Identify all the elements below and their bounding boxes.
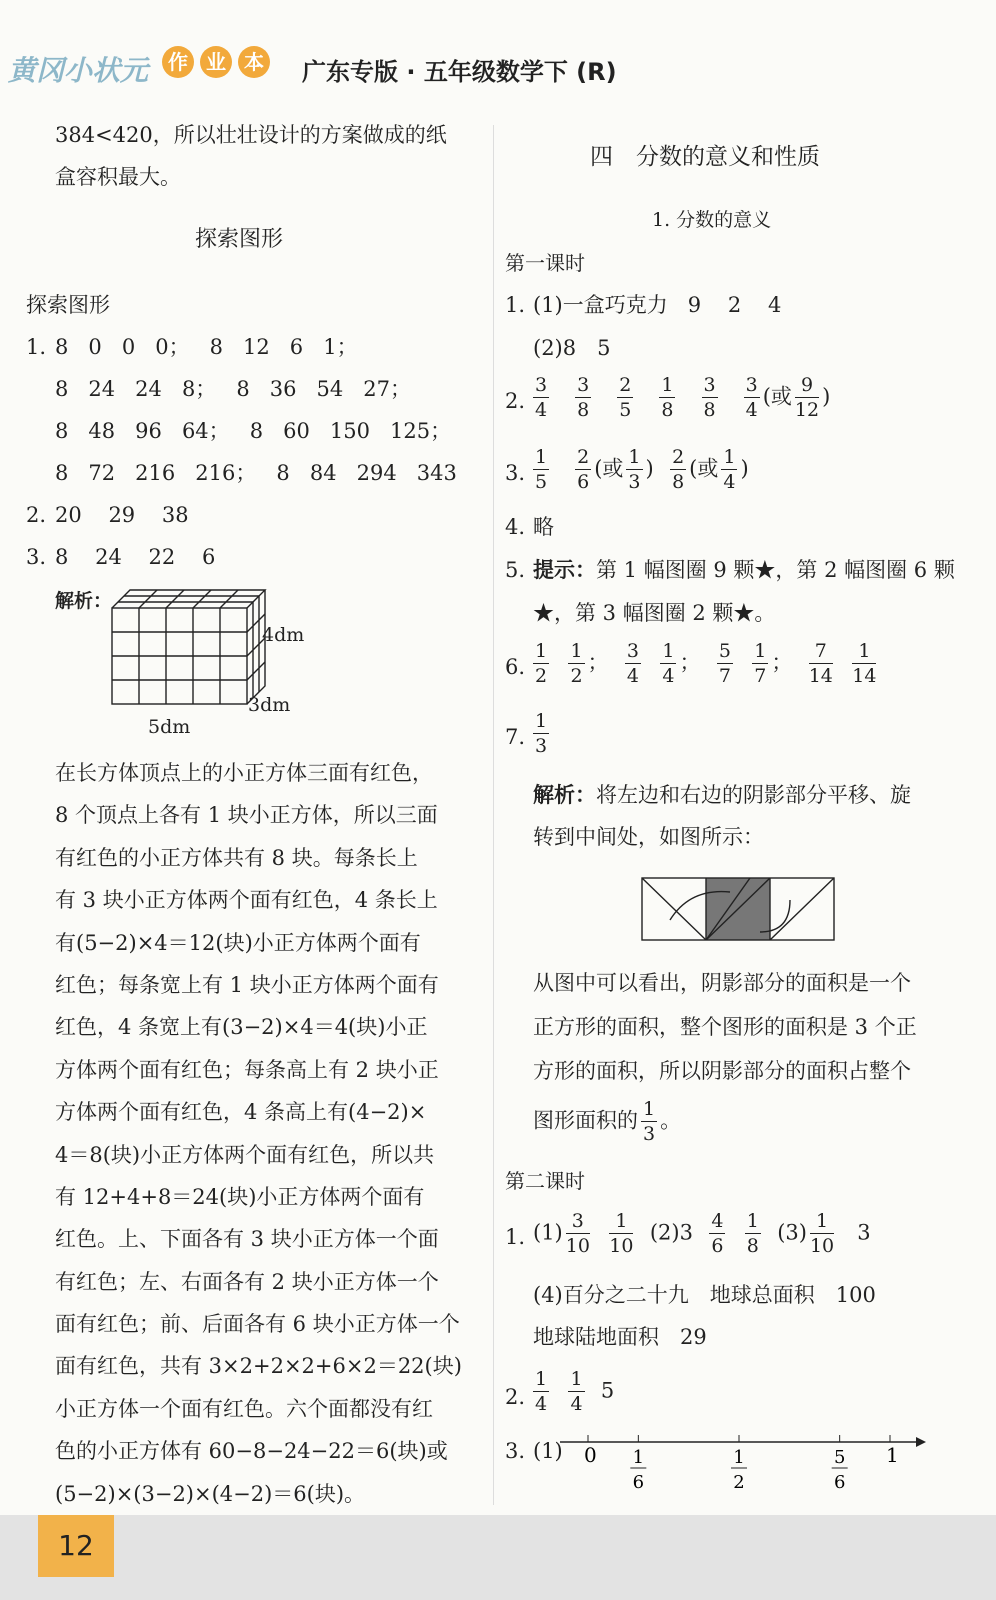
q1-value: 24 <box>88 377 116 401</box>
q1-value: 8 <box>209 335 223 359</box>
alt-text: (或 <box>689 456 719 481</box>
tick-denominator: 6 <box>632 1472 645 1493</box>
r-q6-answer <box>530 642 879 686</box>
q1-value: 8 <box>55 377 69 401</box>
paragraph-line: (5−2)×(3−2)×(4−2)＝6(块)。 <box>55 1481 366 1506</box>
fraction: $\frac{4}{6}$ <box>711 1210 724 1257</box>
r2-q1-line2: (4)百分之二十九 地球总面积 100 <box>533 1283 876 1307</box>
fraction: $\frac{3}{8}$ <box>577 374 590 421</box>
tick-denominator: 2 <box>733 1472 745 1493</box>
fraction: $\frac{3}{4}$ <box>626 640 639 687</box>
paragraph-line: 红色；每条宽上有 1 块小正方体两个面有 <box>55 972 439 997</box>
r-q1-line1 <box>533 290 781 320</box>
fraction: $\frac{1}{4}$ <box>535 1368 548 1415</box>
fraction: $\frac{1}{2}$ <box>535 640 548 687</box>
paragraph-line: 小正方体一个面有红色。六个面都没有红 <box>55 1396 433 1421</box>
conclusion-text: 图形面积的 <box>533 1108 638 1133</box>
q1-value: 8； <box>181 377 217 401</box>
r-q2-answer <box>530 376 830 420</box>
brand-logo <box>4 40 154 98</box>
r-q5-number: 5. <box>505 558 526 582</box>
fraction: $\frac{1}{7}$ <box>754 640 767 687</box>
height-label: 4dm <box>262 624 305 646</box>
page-header-title: 广东专版 · 五年级数学下 (R) <box>302 58 617 86</box>
q2-value: 29 <box>108 503 136 527</box>
fraction: $\frac{1}{4}$ <box>662 640 675 687</box>
q1-value: 24 <box>135 377 162 401</box>
q1-row <box>55 458 457 500</box>
separator: ； <box>771 650 793 675</box>
q2-value: 5 <box>600 1378 615 1403</box>
q1-value: 343 <box>416 461 457 485</box>
fraction: $\frac{2}{8}$ <box>672 446 685 493</box>
column-divider <box>493 125 494 1505</box>
q1-value: 0 <box>88 335 102 359</box>
q1-value: 216； <box>195 461 257 485</box>
fraction: $\frac{1}{2}$ <box>570 640 583 687</box>
arrow-icon <box>916 1437 926 1447</box>
r2-q2-number: 2. <box>505 1385 526 1409</box>
badge-char-1: 作 <box>162 46 194 78</box>
r-analysis-line1 <box>533 780 911 810</box>
alt-text: (或 <box>762 384 792 409</box>
section-title-fraction: 1. 分数的意义 <box>652 209 772 231</box>
r-q1-num: 9 <box>687 293 702 317</box>
part-label: (1) <box>533 1220 563 1245</box>
paragraph-line: 红色，4 条宽上有(3−2)×4＝4(块)小正 <box>55 1015 428 1040</box>
fraction: $\frac{2}{6}$ <box>577 446 590 493</box>
r-q1-text: (1)一盒巧克力 <box>533 293 668 317</box>
q1-value: 72 <box>88 461 116 485</box>
lesson-2-title: 第二课时 <box>505 1169 585 1193</box>
q3-value: 24 <box>95 545 122 569</box>
logo-text: 黄冈小状元 <box>8 54 149 87</box>
q1-value: 294 <box>356 461 397 485</box>
fraction: $\frac{1}{8}$ <box>661 374 674 421</box>
q1-row <box>55 416 457 458</box>
r2-q2-answer <box>530 1370 614 1414</box>
chapter-title: 四 分数的意义和性质 <box>590 144 820 170</box>
q1-value: 216 <box>135 461 176 485</box>
r2-q1-number: 1. <box>505 1225 526 1249</box>
lesson-1-title: 第一课时 <box>505 251 585 275</box>
paragraph-line: 在长方体顶点上的小正方体三面有红色， <box>55 761 433 785</box>
q3-value: 22 <box>148 545 176 569</box>
fraction: $\frac{1}{3}$ <box>643 1098 656 1145</box>
q1-value: 8 <box>55 419 69 443</box>
paragraph-line: 色的小正方体有 60−8−24−22＝6(块)或 <box>55 1439 448 1464</box>
r-q4-number: 4. <box>505 515 526 539</box>
width-label: 3dm <box>248 694 291 716</box>
paragraph-line: 红色。上、下面各有 3 块小正方体一个面 <box>55 1227 439 1252</box>
part-label: (3) <box>777 1220 807 1245</box>
q1-answer-rows <box>55 332 457 500</box>
q1-value: 12 <box>243 335 270 359</box>
zero-label: 0 <box>584 1443 597 1467</box>
fraction: $\frac{1}{3}$ <box>535 710 548 757</box>
fraction: $\frac{3}{10}$ <box>565 1210 590 1257</box>
conclusion-line: 从图中可以看出，阴影部分的面积是一个 <box>533 971 911 995</box>
paragraph-line: 8 个顶点上各有 1 块小正方体，所以三面 <box>55 803 438 828</box>
separator: ； <box>679 650 701 675</box>
subsection-title: 探索图形 <box>26 293 110 317</box>
paragraph-line: 有 3 块小正方体两个面有红色，4 条长上 <box>55 888 438 913</box>
q1-value: 36 <box>269 377 297 401</box>
tick-denominator: 6 <box>833 1472 846 1493</box>
q2-number: 2. <box>26 503 47 527</box>
length-label: 5dm <box>148 716 191 738</box>
r-q5-line2: ★，第 3 幅图圈 2 颗★。 <box>533 601 776 625</box>
r-analysis-line2: 转到中间处，如图所示： <box>533 825 764 849</box>
alt-text: ) <box>645 456 654 481</box>
q1-value: 84 <box>309 461 337 485</box>
q1-value: 150 <box>329 419 370 443</box>
badge-char-3: 本 <box>238 46 270 78</box>
paragraph-line: 方体两个面有红色；每条高上有 2 块小正 <box>55 1057 439 1082</box>
badge-char-2: 业 <box>200 46 232 78</box>
fraction: $\frac{1}{10}$ <box>609 1210 634 1257</box>
fraction: $\frac{1}{8}$ <box>746 1210 759 1257</box>
r-q2-number: 2. <box>505 389 526 413</box>
q3-answer <box>55 542 215 572</box>
tick-numerator: 1 <box>733 1447 745 1468</box>
separator: ； <box>587 650 609 675</box>
fraction: $\frac{3}{4}$ <box>745 374 758 421</box>
r-analysis-text: 将左边和右边的阴影部分平移、旋 <box>596 783 911 807</box>
conclusion-line: 方形的面积，所以阴影部分的面积占整个 <box>533 1059 911 1083</box>
q1-value: 48 <box>88 419 116 443</box>
hint-label: 提示： <box>533 558 596 582</box>
q1-value: 54 <box>316 377 344 401</box>
analysis-label: 解析： <box>55 590 113 612</box>
q1-value: 8 <box>249 419 264 443</box>
fraction: $\frac{3}{8}$ <box>703 374 716 421</box>
part-label: (2)3 <box>649 1220 693 1245</box>
paragraph-line: 面有红色，共有 3×2+2×2+6×2＝22(块) <box>55 1354 462 1379</box>
q2-answer <box>55 500 189 530</box>
hint-text: 第 1 幅图圈 9 颗★，第 2 幅图圈 6 颗 <box>596 558 955 582</box>
q1-value: 0； <box>155 335 190 359</box>
page-number: 12 <box>38 1515 114 1577</box>
fraction: $\frac{3}{4}$ <box>535 374 548 421</box>
intro-line-1: 384<420，所以壮壮设计的方案做成的纸 <box>55 123 447 147</box>
fraction: $\frac{1}{14}$ <box>852 640 877 687</box>
r-q1-line2: (2)8 5 <box>533 336 611 360</box>
paragraph-line: 4＝8(块)小正方体两个面有红色，所以共 <box>55 1142 435 1167</box>
r-conclusion-last-line <box>533 1100 681 1144</box>
q1-value: 8 <box>276 461 290 485</box>
r2-q3-number: 3. <box>505 1439 526 1463</box>
paragraph-line: 有红色的小正方体共有 8 块。每条长上 <box>55 845 418 870</box>
tick-numerator: 5 <box>833 1447 846 1468</box>
fraction: $\frac{1}{4}$ <box>570 1368 583 1415</box>
section-title: 探索图形 <box>195 227 284 252</box>
paragraph-line: 有(5−2)×4＝12(块)小正方体两个面有 <box>55 930 421 955</box>
q1-value: 64； <box>181 419 230 443</box>
alt-text: (或 <box>594 456 624 481</box>
r2-q3-part: (1) <box>533 1439 563 1463</box>
q2-value: 38 <box>161 503 189 527</box>
q1-value: 27； <box>363 377 412 401</box>
alt-text: ) <box>822 384 831 409</box>
paragraph-line: 面有红色；前、后面各有 6 块小正方体一个 <box>55 1312 460 1337</box>
r-q5-line1 <box>533 555 955 585</box>
analysis-paragraph <box>55 758 462 1521</box>
alt-text: ) <box>740 456 749 481</box>
q1-value: 60 <box>283 419 310 443</box>
r-q1-num: 2 <box>727 293 742 317</box>
shaded-squares-figure <box>640 876 836 942</box>
conclusion-text: 。 <box>660 1108 682 1133</box>
paragraph-line: 有 12+4+8＝24(块)小正方体两个面有 <box>55 1184 425 1209</box>
r-q1-number: 1. <box>505 293 526 317</box>
q1-value: 8 <box>55 335 69 359</box>
fraction: $\frac{1}{10}$ <box>809 1210 835 1257</box>
fraction: $\frac{1}{4}$ <box>723 446 736 493</box>
q3-value: 6 <box>201 545 216 569</box>
number-line <box>560 1432 930 1496</box>
r2-q1-line1 <box>533 1212 871 1256</box>
q1-number: 1. <box>26 335 47 359</box>
paragraph-line: 方体两个面有红色，4 条高上有(4−2)× <box>55 1100 427 1125</box>
q1-value: 1； <box>323 335 358 359</box>
r2-q1-line3: 地球陆地面积 29 <box>533 1325 707 1349</box>
one-label: 1 <box>886 1443 899 1467</box>
page-footer-band <box>0 1515 996 1600</box>
q3-number: 3. <box>26 545 47 569</box>
q1-row <box>55 374 457 416</box>
tick-numerator: 1 <box>632 1447 645 1468</box>
part-label: 3 <box>857 1220 871 1245</box>
fraction: $\frac{9}{12}$ <box>794 374 820 421</box>
r-q1-num: 4 <box>767 293 782 317</box>
q1-value: 6 <box>289 335 304 359</box>
fraction: $\frac{5}{7}$ <box>718 640 731 687</box>
fraction: $\frac{1}{5}$ <box>535 446 548 493</box>
r-q4-answer: 略 <box>533 515 554 539</box>
fraction: $\frac{1}{3}$ <box>628 446 641 493</box>
q1-row <box>55 332 457 374</box>
r-conclusion-paragraph <box>533 968 917 1100</box>
q1-value: 0 <box>121 335 136 359</box>
conclusion-line: 正方形的面积，整个图形的面积是 3 个正 <box>533 1015 917 1039</box>
r-q3-answer <box>530 448 749 492</box>
paragraph-line: 有红色；左、右面各有 2 块小正方体一个 <box>55 1269 439 1294</box>
q1-value: 125； <box>390 419 452 443</box>
q1-value: 8 <box>236 377 250 401</box>
fraction: $\frac{7}{14}$ <box>808 640 833 687</box>
q1-value: 96 <box>135 419 162 443</box>
r-q6-number: 6. <box>505 655 526 679</box>
r-q3-number: 3. <box>505 461 526 485</box>
q1-value: 8 <box>55 461 69 485</box>
r-q7-answer <box>530 712 552 756</box>
q2-value: 20 <box>55 503 82 527</box>
fraction: $\frac{2}{5}$ <box>619 374 632 421</box>
r-analysis-label: 解析： <box>533 783 596 807</box>
r-q7-number: 7. <box>505 725 526 749</box>
intro-line-2: 盒容积最大。 <box>55 165 181 189</box>
q3-value: 8 <box>55 545 69 569</box>
